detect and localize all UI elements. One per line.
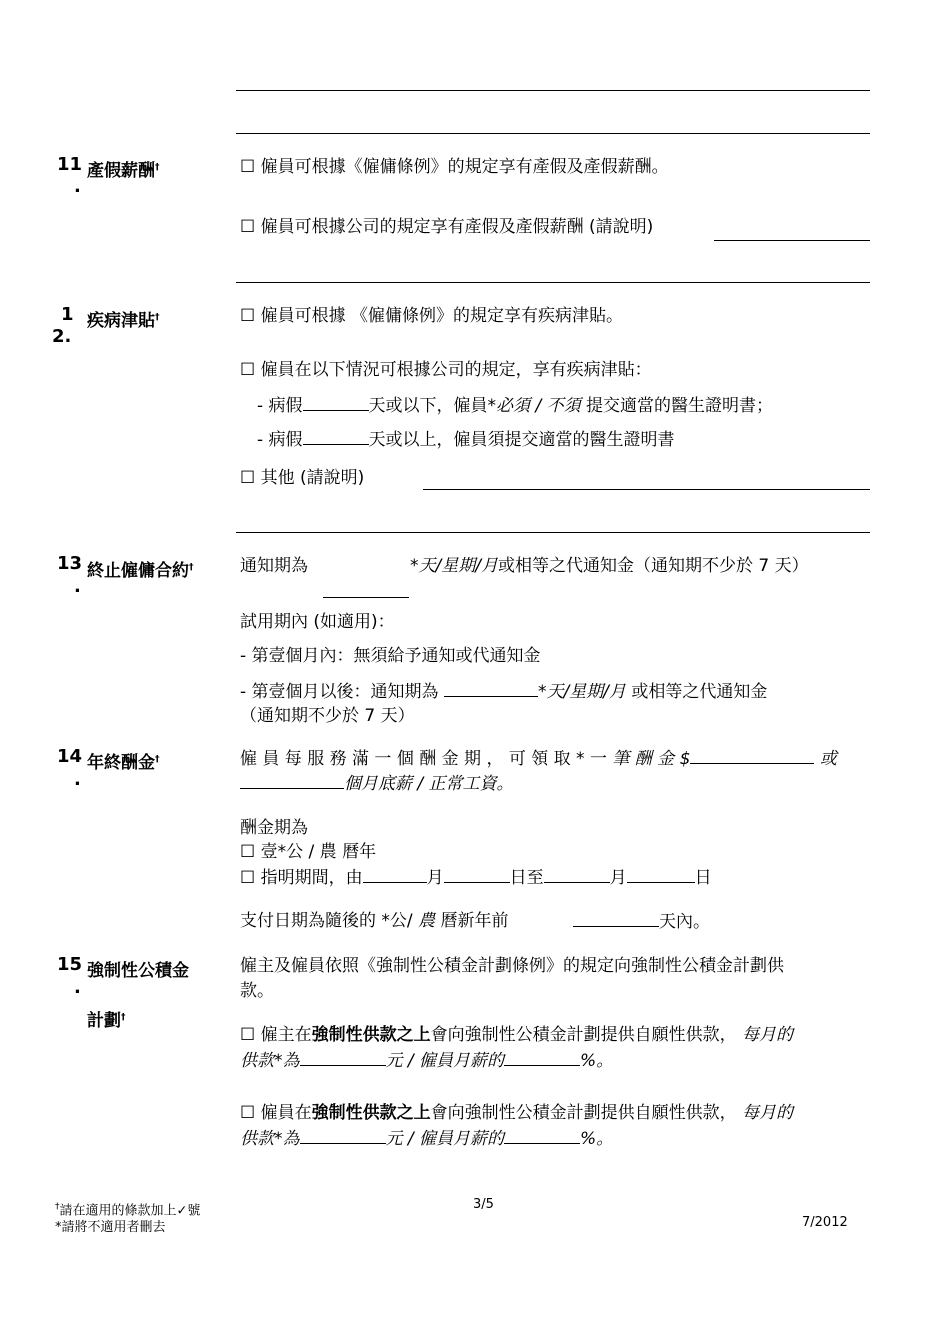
probation-notice-field[interactable] — [444, 680, 538, 697]
other-specify-field[interactable] — [423, 489, 870, 490]
notice-period-unit: *天/星期/月或相等之代通知金（通知期不少於 7 天） — [410, 556, 809, 576]
option-other-sickness[interactable]: ☐ 其他 (請說明) — [240, 468, 365, 488]
section-number-dot: . — [74, 977, 81, 998]
section-number: 13 — [57, 553, 83, 574]
top-rule-2 — [236, 133, 870, 134]
section-number-dot: . — [74, 769, 81, 790]
section-number-dot: . — [74, 176, 81, 197]
option-statutory-maternity[interactable]: ☐ 僱員可根據《僱傭條例》的規定享有產假及產假薪酬。 — [240, 157, 669, 177]
option-bonus-specified-period[interactable]: ☐ 指明期間，由 月 日至 月 日 — [240, 868, 712, 888]
bonus-payment-date: 支付日期為隨後的 *公/ 農 曆新年前 — [240, 911, 509, 931]
section-rule-13 — [236, 532, 870, 533]
to-month-field[interactable] — [544, 866, 610, 883]
bonus-period-label: 酬金期為 — [240, 818, 308, 838]
mpf-intro-line-2: 款。 — [240, 981, 274, 1001]
option-statutory-sickness[interactable]: ☐ 僱員可根據 《僱傭條例》的規定享有疾病津貼。 — [240, 306, 624, 326]
section-label: 強制性公積金 — [87, 961, 189, 981]
section-label: 疾病津貼† — [87, 311, 160, 331]
employee-percent-field[interactable] — [504, 1127, 580, 1144]
sick-days-above-field[interactable] — [303, 428, 369, 445]
option-employer-voluntary[interactable]: ☐ 僱主在強制性供款之上會向強制性公積金計劃提供自願性供款， 每月的 — [240, 1025, 794, 1045]
section-rule-12 — [236, 282, 870, 283]
employer-contribution-line: 供款*為 元 / 僱員月薪的 %。 — [240, 1051, 614, 1071]
probation-min-notice: （通知期不少於 7 天） — [240, 706, 415, 726]
section-number: 15 — [57, 954, 83, 975]
top-rule-1 — [236, 90, 870, 91]
from-month-field[interactable] — [363, 866, 427, 883]
option-company-maternity[interactable]: ☐ 僱員可根據公司的規定享有產假及產假薪酬 (請說明) — [240, 217, 654, 237]
employer-amount-field[interactable] — [300, 1049, 386, 1066]
option-company-sickness[interactable]: ☐ 僱員在以下情況可根據公司的規定，享有疾病津貼： — [240, 360, 652, 380]
bonus-amount-field[interactable] — [690, 747, 814, 764]
section-label: 年終酬金† — [87, 753, 160, 773]
option-bonus-year[interactable]: ☐ 壹*公 / 農 曆年 — [240, 842, 377, 862]
bonus-line-1: 僱 員 每 服 務 滿 一 個 酬 金 期 ， 可 領 取 * 一 筆 酬 金 $ 或 — [240, 749, 837, 769]
section-label: 終止僱傭合約† — [87, 561, 194, 581]
footnote-tick: †請在適用的條款加上✓號 — [55, 1202, 201, 1219]
bonus-payment-days: 天內。 — [573, 910, 710, 933]
sick-leave-line-1: - 病假 天或以下，僱員*必須 / 不須 提交適當的醫生證明書； — [257, 396, 773, 416]
bonus-months-field[interactable] — [240, 772, 344, 789]
payment-days-field[interactable] — [573, 910, 659, 927]
section-label-2: 計劃† — [87, 1011, 126, 1031]
from-day-field[interactable] — [444, 866, 510, 883]
section-number-2: 2. — [52, 326, 72, 347]
section-label: 產假薪酬† — [87, 161, 160, 181]
employee-amount-field[interactable] — [300, 1127, 386, 1144]
footnote-delete: *請將不適用者刪去 — [55, 1220, 166, 1235]
employee-contribution-line: 供款*為 元 / 僱員月薪的 %。 — [240, 1129, 614, 1149]
section-number: 14 — [57, 746, 83, 767]
section-number: 1 — [61, 304, 74, 325]
maternity-specify-field[interactable] — [714, 240, 870, 241]
notice-period-label: 通知期為 — [240, 556, 308, 576]
probation-first-month: - 第壹個月內：無須給予通知或代通知金 — [240, 646, 541, 666]
sick-days-below-field[interactable] — [303, 394, 369, 411]
probation-after-first-month: - 第壹個月以後：通知期為 *天/星期/月 或相等之代通知金 — [240, 682, 768, 702]
option-employee-voluntary[interactable]: ☐ 僱員在強制性供款之上會向強制性公積金計劃提供自願性供款， 每月的 — [240, 1103, 794, 1123]
bonus-line-2: 個月底薪 / 正常工資。 — [240, 772, 514, 795]
mpf-intro-line-1: 僱主及僱員依照《強制性公積金計劃條例》的規定向強制性公積金計劃供 — [240, 956, 784, 976]
employer-percent-field[interactable] — [504, 1049, 580, 1066]
sick-leave-line-2: - 病假 天或以上，僱員須提交適當的醫生證明書 — [257, 430, 675, 450]
section-number-dot: . — [74, 576, 81, 597]
notice-period-field[interactable] — [323, 597, 409, 598]
section-number: 11 — [57, 154, 83, 175]
revision-date: 7/2012 — [802, 1215, 848, 1230]
to-day-field[interactable] — [627, 866, 695, 883]
probation-heading: 試用期內 (如適用)： — [240, 612, 395, 632]
page-number: 3/5 — [473, 1197, 494, 1212]
